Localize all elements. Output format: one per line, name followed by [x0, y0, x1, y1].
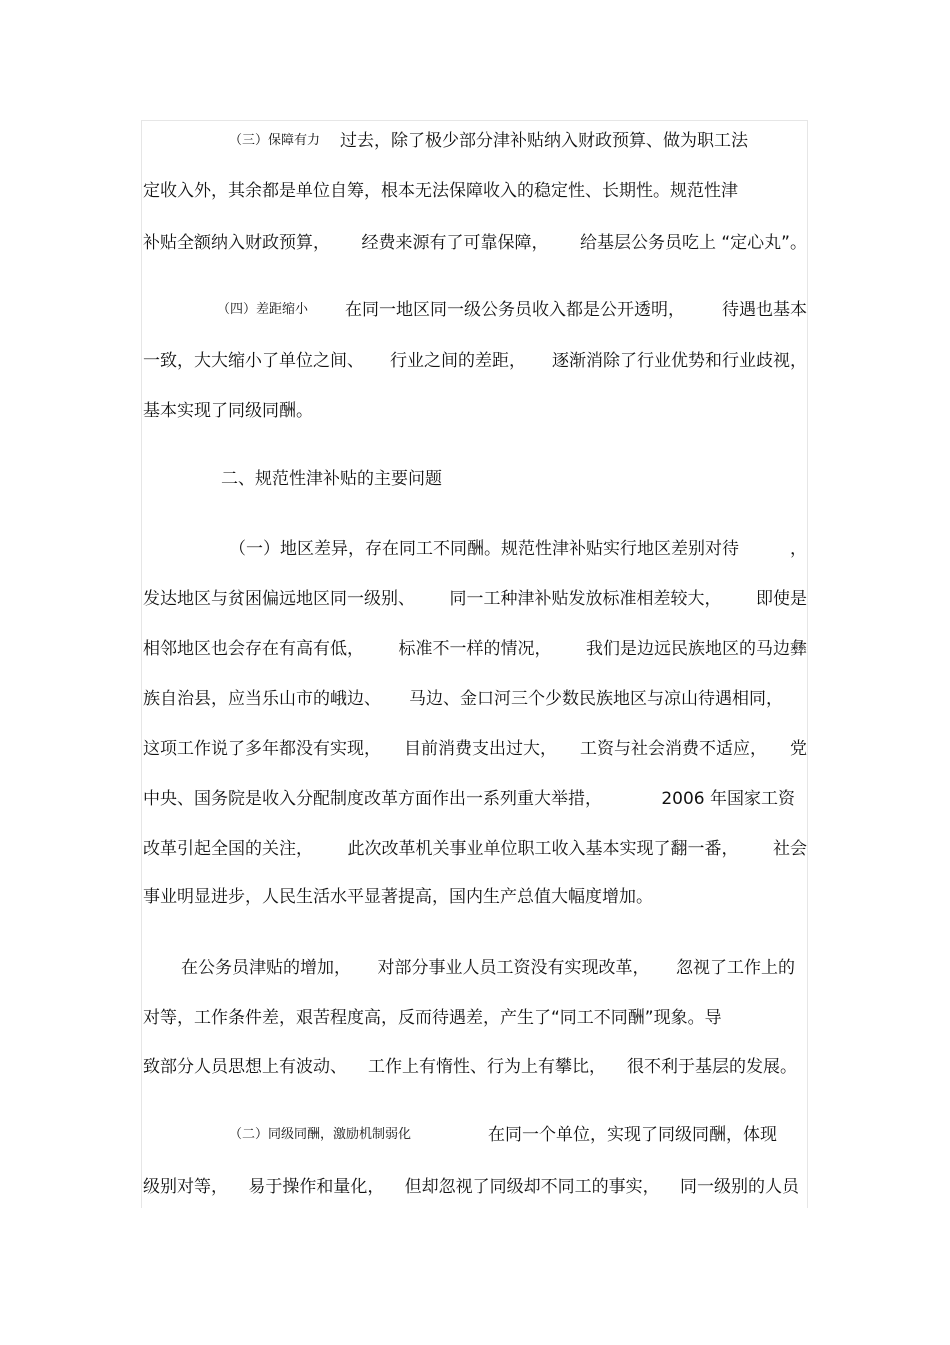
paragraph-5-heading: （二）同级同酬，激励机制弱化: [229, 1127, 412, 1142]
text-segment: 2006 年国家工资: [661, 789, 795, 809]
text-segment: 很不利于基层的发展。: [627, 1057, 797, 1077]
text-segment: 过去，除了极少部分津补贴纳入财政预算、做为职工法: [340, 131, 749, 151]
text-segment: 即使是: [756, 589, 807, 609]
text-segment: 逐渐消除了行业优势和行业歧视，: [552, 351, 807, 371]
text-segment: 发达地区与贫困偏远地区同一级别、: [143, 589, 415, 609]
paragraph-1-line-2: [143, 178, 807, 204]
text-segment: 同一工种津补贴发放标准相差较大，: [449, 589, 722, 609]
paragraph-2-heading: （四）差距缩小: [217, 302, 309, 317]
text-segment: 此次改革机关事业单位职工收入基本实现了翻一番，: [347, 839, 739, 859]
paragraph-3-line-3: [143, 636, 807, 662]
page-border-top: [141, 120, 807, 121]
paragraph-3-line-6: [143, 786, 795, 812]
text-segment: 这项工作说了多年都没有实现，: [143, 739, 381, 759]
text-segment: 改革引起全国的关注，: [143, 839, 313, 859]
text-segment: 在同一个单位，实现了同级同酬，体现: [488, 1125, 777, 1145]
text-segment: 易于操作和量化，: [248, 1177, 385, 1197]
paragraph-5-line-1: [143, 1122, 777, 1148]
paragraph-3-line-7: [143, 836, 807, 862]
paragraph-3-line-5: [143, 736, 807, 762]
paragraph-1-line-1: [143, 128, 807, 154]
paragraph-2-line-1: [143, 297, 807, 323]
text-segment: 标准不一样的情况，: [398, 639, 552, 659]
paragraph-3-line-4: [143, 686, 783, 712]
paragraph-2-line-3: [143, 398, 807, 424]
paragraph-1-line-3: [143, 230, 807, 256]
text-segment: 待遇也基本: [721, 300, 807, 320]
text-segment: 相邻地区也会存在有高有低，: [143, 639, 364, 659]
paragraph-2-line-2: [143, 348, 807, 374]
text-segment: 对等，工作条件差，艰苦程度高，反而待遇差，产生了“同工不同酬”现象。导: [143, 1008, 722, 1028]
text-segment: 忽视了工作上的: [676, 958, 795, 978]
text-segment: 给基层公务员吃上 “定心丸”。: [579, 233, 807, 253]
text-segment: 行业之间的差距，: [390, 351, 526, 371]
text-segment: ，: [790, 539, 807, 559]
text-segment: 在同一地区同一级公务员收入都是公开透明，: [345, 300, 685, 320]
paragraph-5-line-2: [143, 1174, 799, 1200]
text-segment: 致部分人员思想上有波动、: [143, 1057, 347, 1077]
text-segment: 马边、金口河三个少数民族地区与凉山待遇相同，: [409, 689, 783, 709]
text-segment: 一致，大大缩小了单位之间、: [143, 351, 364, 371]
text-segment: 补贴全额纳入财政预算，: [143, 233, 330, 253]
paragraph-3-line-2: [143, 586, 807, 612]
text-segment: 经费来源有了可靠保障，: [361, 233, 549, 253]
text-segment: 目前消费支出过大，: [404, 739, 557, 759]
paragraph-4-line-1: [143, 955, 795, 981]
text-segment: 定收入外，其余都是单位自筹，根本无法保障收入的稳定性、长期性。规范性津: [143, 181, 738, 201]
text-segment: 事业明显进步，人民生活水平显著提高，国内生产总值大幅度增加。: [143, 887, 653, 907]
page-border-left: [141, 120, 142, 1208]
text-segment: 工作上有惰性、行为上有攀比，: [368, 1057, 606, 1077]
text-segment: 对部分事业人员工资没有实现改革，: [377, 958, 650, 978]
section-heading: [143, 466, 807, 492]
text-segment: （一）地区差异，存在同工不同酬。规范性津补贴实行地区差别对待: [229, 539, 739, 559]
paragraph-3-line-8: [143, 884, 807, 910]
text-segment: 但却忽视了同级却不同工的事实，: [404, 1177, 660, 1197]
text-segment: 基本实现了同级同酬。: [143, 401, 313, 421]
text-segment: 党: [790, 739, 807, 759]
paragraph-4-line-2: [143, 1005, 807, 1031]
text-segment: 在公务员津贴的增加，: [181, 958, 351, 978]
paragraph-1-heading: （三）保障有力: [229, 133, 321, 148]
paragraph-3-line-1: [143, 536, 807, 562]
text-segment: 中央、国务院是收入分配制度改革方面作出一系列重大举措，: [143, 789, 602, 809]
text-segment: 我们是边远民族地区的马边彝: [586, 639, 807, 659]
text-segment: 级别对等，: [143, 1177, 228, 1197]
section-heading-text: 二、规范性津补贴的主要问题: [221, 469, 442, 489]
page-border-right: [807, 120, 808, 1208]
text-segment: 同一级别的人员: [679, 1177, 799, 1197]
paragraph-4-line-3: [143, 1054, 797, 1080]
text-segment: 工资与社会消费不适应，: [580, 739, 767, 759]
text-segment: 族自治县，应当乐山市的峨边、: [143, 689, 381, 709]
text-segment: 社会: [773, 839, 807, 859]
